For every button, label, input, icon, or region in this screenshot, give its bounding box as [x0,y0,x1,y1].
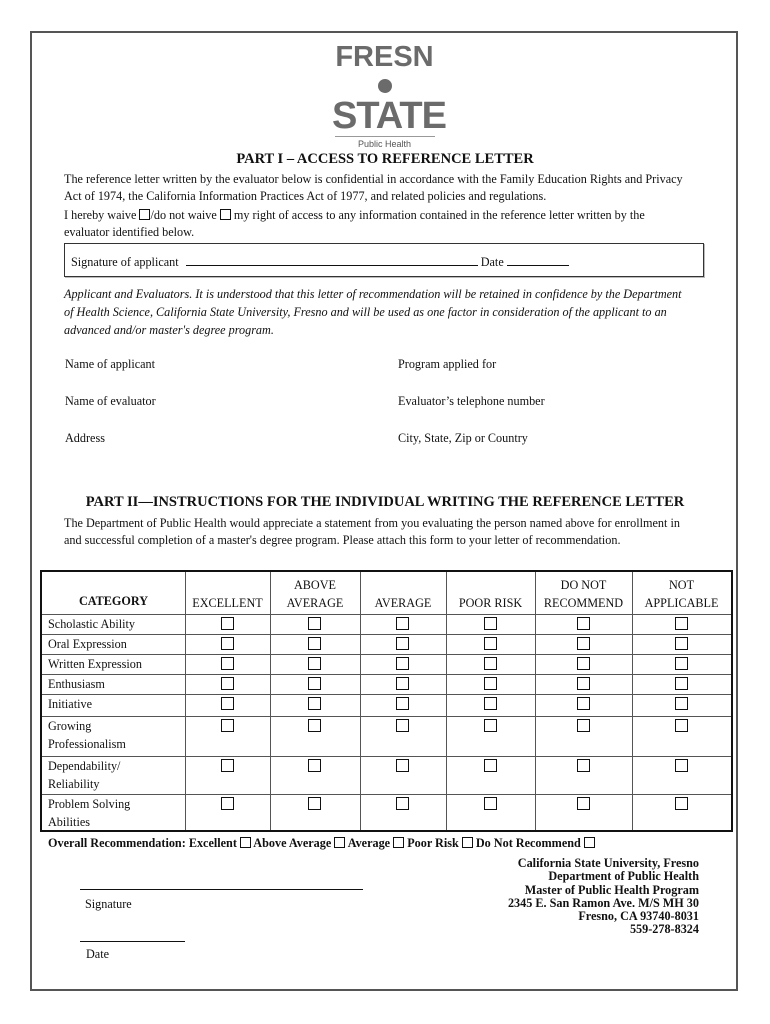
rating-checkbox[interactable] [221,719,234,732]
part1-paragraph: The reference letter written by the evaluator below is confidential in accordance with the Family Education Rights and Privacy Act of 1974, the California Information Practices Act of 1977, and related policies and regulations. [64,172,683,203]
category-row-label: Dependability/ Reliability [48,759,121,791]
rating-checkbox[interactable] [577,697,590,710]
category-row-label: Growing Professionalism [48,719,126,751]
column-header-poor-risk: POOR RISK [458,596,523,610]
column-header-applicable: NOT APPLICABLE [644,578,719,610]
rating-checkbox[interactable] [308,637,321,650]
column-header-recommend: DO NOT RECOMMEND [543,578,624,610]
overall-option-poor-risk: Poor Risk [407,836,473,850]
overall-do-not-recommend-checkbox[interactable] [584,837,595,848]
rating-checkbox[interactable] [308,719,321,732]
waive-checkbox[interactable] [139,209,150,220]
rating-checkbox[interactable] [396,797,409,810]
column-header-average: ABOVE AVERAGE [286,578,344,610]
rating-checkbox[interactable] [221,677,234,690]
column-header-excellent: EXCELLENT [192,596,263,610]
overall-average-checkbox[interactable] [393,837,404,848]
rating-checkbox[interactable] [675,617,688,630]
rating-checkbox[interactable] [221,797,234,810]
program-applied-label: Program applied for [398,357,497,371]
rating-checkbox[interactable] [396,719,409,732]
rating-checkbox[interactable] [308,797,321,810]
rating-checkbox[interactable] [577,759,590,772]
evaluator-phone-label: Evaluator’s telephone number [398,394,545,408]
rating-checkbox[interactable] [675,719,688,732]
rating-checkbox[interactable] [308,697,321,710]
category-header: CATEGORY [78,594,149,608]
applicant-signature-box [64,243,704,277]
rating-checkbox[interactable] [396,759,409,772]
rating-checkbox[interactable] [484,617,497,630]
rating-checkbox[interactable] [308,677,321,690]
rating-checkbox[interactable] [221,697,234,710]
rating-checkbox[interactable] [396,657,409,670]
rating-checkbox[interactable] [484,719,497,732]
rating-checkbox[interactable] [221,657,234,670]
overall-above-average-checkbox[interactable] [334,837,345,848]
rating-checkbox[interactable] [577,617,590,630]
rating-checkbox[interactable] [577,657,590,670]
rating-checkbox[interactable] [675,637,688,650]
part2-paragraph: The Department of Public Health would appreciate a statement from you evaluating the person named above for enrollment in and successful completion of a master's degree program. Please attach this form to your letter of recommendation. [64,516,680,547]
confidentiality-note: Applicant and Evaluators. It is understood that this letter of recommendation will be retained in confidence by the Department of Health Science, California State University, Fresno and will be used as one factor in consideration of the applicant to an advanced and/or master's degree program. [64,287,682,337]
rating-checkbox[interactable] [484,637,497,650]
overall-option-do-not-recommend: Do Not Recommend [476,836,595,850]
rating-checkbox[interactable] [484,697,497,710]
applicant-signature-label: Signature of applicant [71,255,179,269]
do-not-waive-checkbox[interactable] [220,209,231,220]
category-row-label: Problem Solving Abilities [48,797,131,829]
overall-excellent-checkbox[interactable] [240,837,251,848]
rating-checkbox[interactable] [577,637,590,650]
rating-checkbox[interactable] [577,719,590,732]
evaluator-signature-label: Signature [85,897,132,911]
overall-recommendation: Overall Recommendation: Excellent Above Average Average Poor Risk Do Not Recommend [48,836,595,851]
overall-option-above-average: Above Average [253,836,345,850]
logo-state-text: STATE [332,95,446,137]
rating-checkbox[interactable] [484,677,497,690]
rating-checkbox[interactable] [675,677,688,690]
rating-checkbox[interactable] [484,657,497,670]
part1-title: PART I – ACCESS TO REFERENCE LETTER [236,151,534,167]
name-of-evaluator-label: Name of evaluator [65,394,156,408]
logo-fresno-text: FRESN [335,41,434,73]
overall-poor-risk-checkbox[interactable] [462,837,473,848]
paw-icon [378,79,392,93]
overall-option-average: Average [348,836,404,850]
rating-table [40,570,733,832]
overall-option-excellent: Excellent [189,836,251,850]
logo-department: Public Health [357,139,412,149]
evaluator-signature-line[interactable] [80,889,363,890]
rating-checkbox[interactable] [675,697,688,710]
address-label: Address [65,431,105,445]
applicant-date-line[interactable] [507,254,569,266]
fresno-state-logo [332,41,446,149]
rating-checkbox[interactable] [308,657,321,670]
rating-checkbox[interactable] [396,617,409,630]
rating-checkbox[interactable] [577,797,590,810]
rating-checkbox[interactable] [308,759,321,772]
applicant-date-label: Date [480,255,504,269]
rating-checkbox[interactable] [221,617,234,630]
category-row-label: Oral Expression [48,637,127,651]
rating-checkbox[interactable] [675,797,688,810]
rating-checkbox[interactable] [308,617,321,630]
rating-checkbox[interactable] [396,677,409,690]
department-address: California State University, Fresno Department of Public Health Master of Public Health Program 2345 E. San Ramon Ave. M/S MH 30 Fresno, CA 93740-8031 559-278-8324 [507,856,699,937]
rating-checkbox[interactable] [577,677,590,690]
category-row-label: Initiative [48,697,92,711]
rating-checkbox[interactable] [221,637,234,650]
rating-checkbox[interactable] [396,637,409,650]
rating-checkbox[interactable] [675,759,688,772]
category-row-label: Written Expression [48,657,142,671]
part2-title: PART II—INSTRUCTIONS FOR THE INDIVIDUAL WRITING THE REFERENCE LETTER [85,494,685,510]
rating-checkbox[interactable] [396,697,409,710]
waive-statement: I hereby waive /do not waive my right of access to any information contained in the reference letter written by the evaluator identified below. [64,208,645,239]
rating-checkbox[interactable] [675,657,688,670]
applicant-signature-line[interactable] [186,254,478,266]
city-state-zip-label: City, State, Zip or Country [398,431,528,445]
rating-checkbox[interactable] [484,797,497,810]
rating-checkbox[interactable] [484,759,497,772]
name-of-applicant-label: Name of applicant [65,357,156,371]
evaluator-date-label: Date [86,947,110,961]
rating-checkbox[interactable] [221,759,234,772]
evaluator-date-line[interactable] [80,941,185,942]
category-row-label: Scholastic Ability [48,617,136,631]
category-row-label: Enthusiasm [48,677,105,691]
column-header-average: AVERAGE [374,596,432,610]
